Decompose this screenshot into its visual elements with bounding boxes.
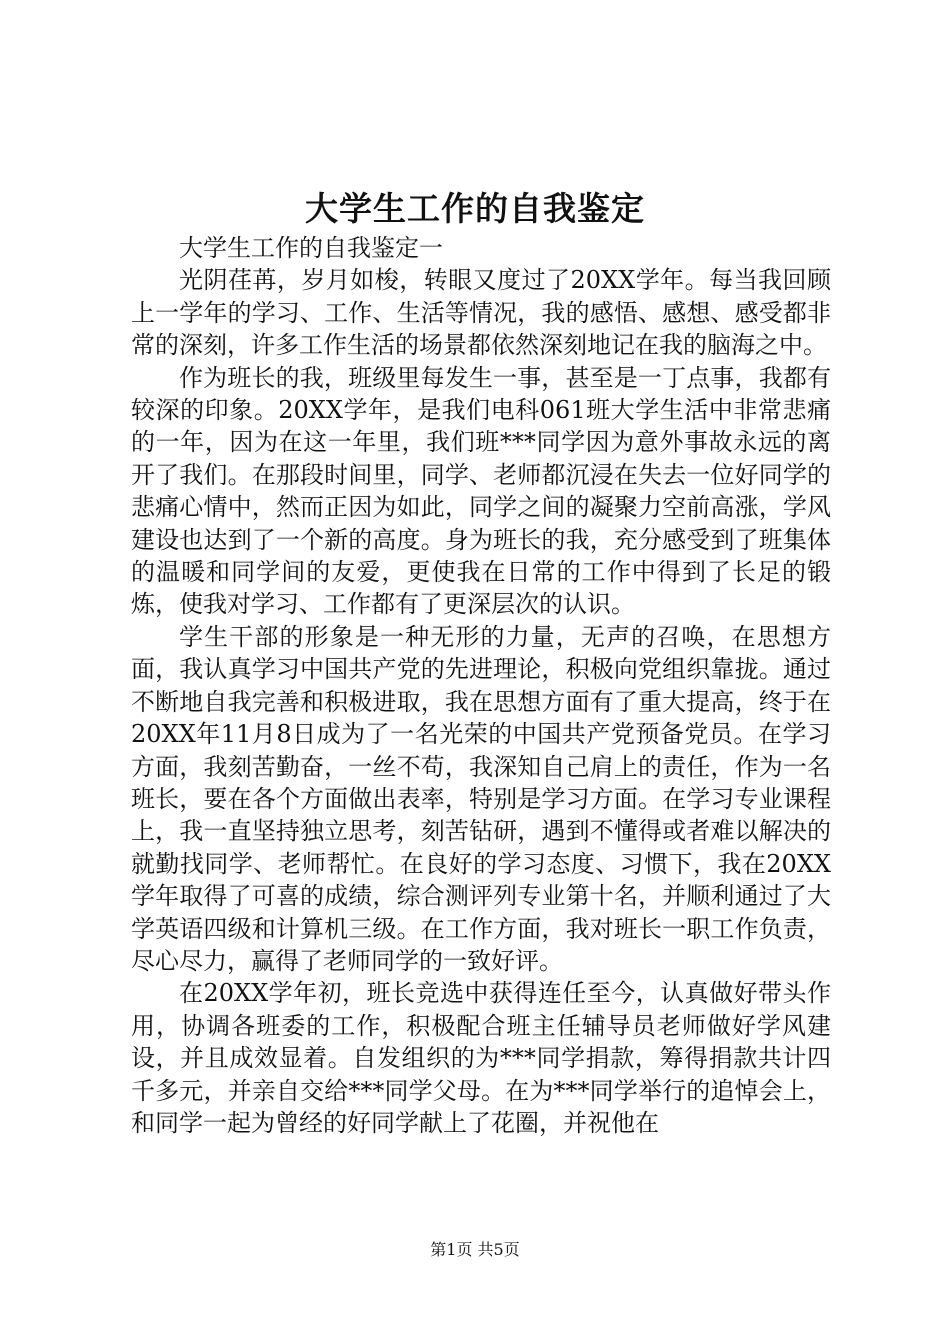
document-body — [131, 232, 831, 1139]
paragraph: 在20XX学年初，班长竞选中获得连任至今，认真做好带头作用，协调各班委的工作，积极配合班主任辅导员老师做好学风建设，并且成效显着。自发组织的为***同学捐款，筹得捐款共计四千多元，并亲自交给***同学父母。在为***同学举行的追悼会上，和同学一起为曾经的好同学献上了花圈，并祝他在 — [131, 979, 831, 1137]
section-heading: 大学生工作的自我鉴定一 — [179, 234, 443, 262]
paragraph: 学生干部的形象是一种无形的力量，无声的召唤，在思想方面，我认真学习中国共产党的先进理论，积极向党组织靠拢。通过不断地自我完善和积极进取，我在思想方面有了重大提高，终于在20XX年11月8日成为了一名光荣的中国共产党预备党员。在学习方面，我刻苦勤奋，一丝不苟，我深知自己肩上的责任，作为一名班长，要在各个方面做出表率，特别是学习方面。在学习专业课程上，我一直坚持独立思考，刻苦钻研，遇到不懂得或者难以解决的就勤找同学、老师帮忙。在良好的学习态度、习惯下，我在20XX学年取得了可喜的成绩，综合测评列专业第十名，并顺利通过了大学英语四级和计算机三级。在工作方面，我对班长一职工作负责，尽心尽力，赢得了老师同学的一致好评。 — [131, 622, 831, 975]
paragraph: 作为班长的我，班级里每发生一事，甚至是一丁点事，我都有较深的印象。20XX学年，是我们电科061班大学生活中非常悲痛的一年，因为在这一年里，我们班***同学因为意外事故永远的离开了我们。在那段时间里，同学、老师都沉浸在失去一位好同学的悲痛心情中，然而正因为如此，同学之间的凝聚力空前高涨，学风建设也达到了一个新的高度。身为班长的我，充分感受到了班集体的温暖和同学间的友爱，更使我在日常的工作中得到了长足的锻炼，使我对学习、工作都有了更深层次的认识。 — [131, 363, 831, 619]
page-number: 第1页 共5页 — [430, 1240, 520, 1259]
document-title: 大学生工作的自我鉴定 — [305, 189, 645, 228]
paragraph: 光阴荏苒，岁月如梭，转眼又度过了20XX学年。每当我回顾上一学年的学习、工作、生活等情况，我的感悟、感想、感受都非常的深刻，许多工作生活的场景都依然深刻地记在我的脑海之中。 — [131, 266, 831, 360]
